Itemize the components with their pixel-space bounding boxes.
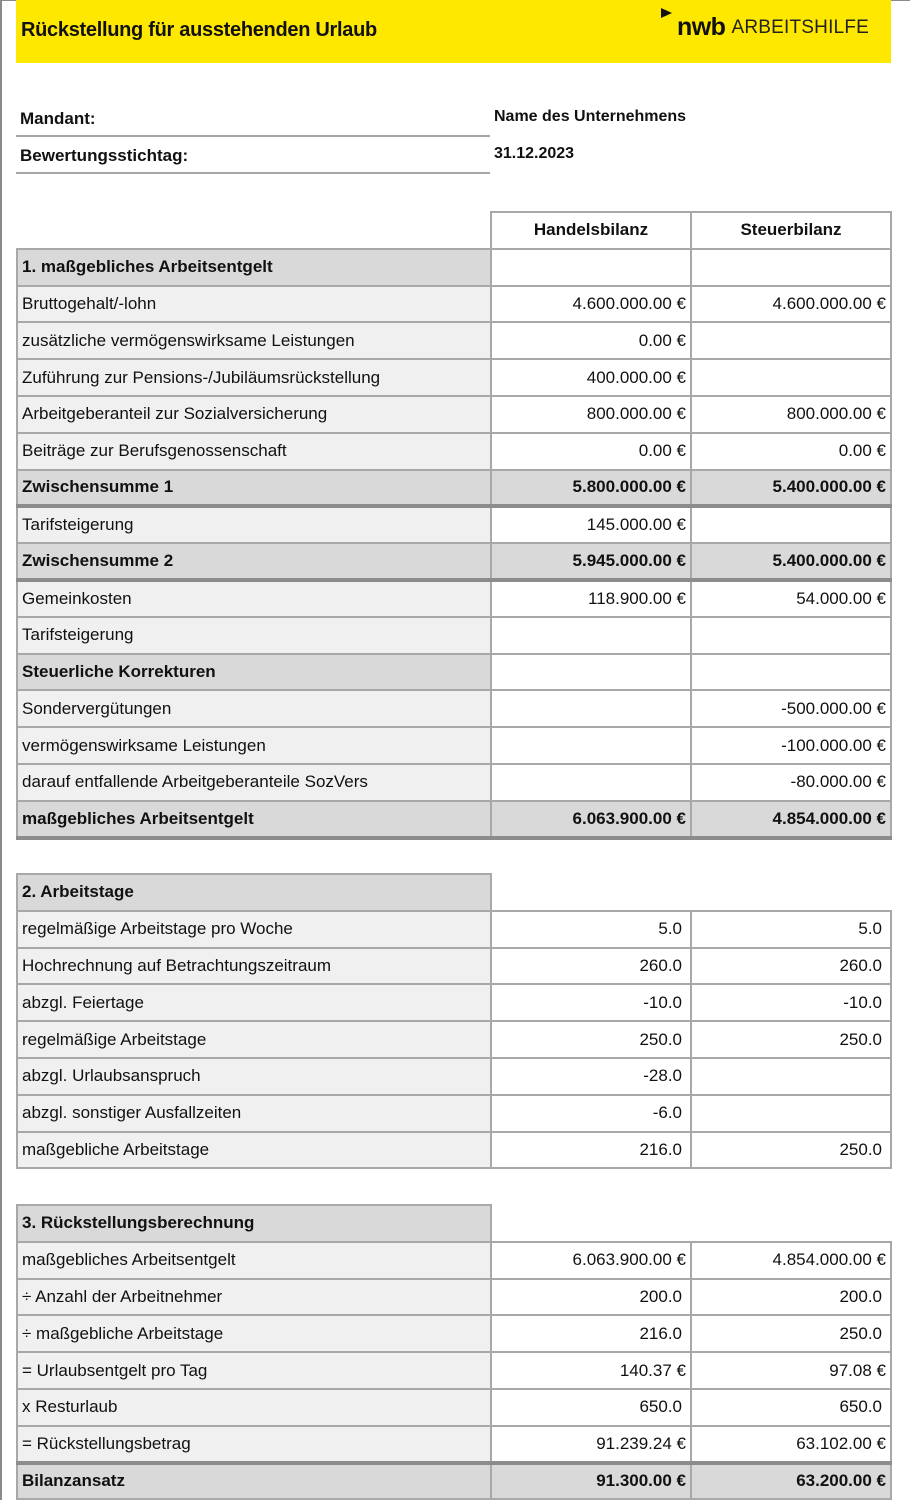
section2-table	[16, 873, 892, 1169]
section-header-row	[17, 1205, 891, 1242]
date-label: Bewertungsstichtag:	[16, 137, 490, 174]
section3-table	[16, 1204, 892, 1500]
table-row: Zuführung zur Pensions-/Jubiläumsrückstellung 400.000.00 €	[17, 359, 891, 396]
table-row: zusätzliche vermögenswirksame Leistungen 0.00 €	[17, 322, 891, 359]
total-row: maßgebliches Arbeitsentgelt 6.063.900.00 € 4.854.000.00 €	[17, 801, 891, 838]
table-row: ÷ Anzahl der Arbeitnehmer 200.0 200.0	[17, 1279, 891, 1316]
section3-title: 3. Rückstellungsberechnung	[17, 1205, 491, 1242]
table-row: maßgebliches Arbeitsentgelt 6.063.900.00 € 4.854.000.00 €	[17, 1242, 891, 1279]
table-row: ÷ maßgebliche Arbeitstage 216.0 250.0	[17, 1315, 891, 1352]
table-row: regelmäßige Arbeitstage pro Woche 5.0 5.0	[17, 911, 891, 948]
nwb-logo	[677, 8, 869, 48]
total-row: Bilanzansatz 91.300.00 € 63.200.00 €	[17, 1463, 891, 1500]
table-row: Tarifsteigerung	[17, 617, 891, 654]
section-header-row	[17, 249, 891, 286]
table-row: Gemeinkosten 118.900.00 € 54.000.00 €	[17, 580, 891, 617]
table-row: Tarifsteigerung 145.000.00 €	[17, 506, 891, 543]
table-row: darauf entfallende Arbeitgeberanteile SozVers -80.000.00 €	[17, 764, 891, 801]
logo-product: ARBEITSHILFE	[731, 17, 869, 38]
table-row: Hochrechnung auf Betrachtungszeitraum 260.0 260.0	[17, 948, 891, 985]
table-row: abzgl. Feiertage -10.0 -10.0	[17, 984, 891, 1021]
table-row: abzgl. Urlaubsanspruch -28.0	[17, 1058, 891, 1095]
subtotal-row: Zwischensumme 2 5.945.000.00 € 5.400.000.00 €	[17, 543, 891, 580]
date-value[interactable]: 31.12.2023	[494, 145, 575, 162]
section1-table	[16, 211, 892, 840]
table-row: = Urlaubsentgelt pro Tag 140.37 € 97.08 €	[17, 1352, 891, 1389]
column-header-row	[17, 212, 891, 249]
client-value[interactable]: Name des Unternehmens	[494, 108, 687, 125]
column-header-steuerbilanz: Steuerbilanz	[691, 212, 891, 249]
table-row: x Resturlaub 650.0 650.0	[17, 1389, 891, 1426]
subtotal-row: Zwischensumme 1 5.800.000.00 € 5.400.000.00 €	[17, 470, 891, 507]
header-bar	[16, 0, 891, 63]
logo-brand: nwb	[676, 13, 726, 41]
section-header-row	[17, 874, 891, 911]
section2-title: 2. Arbeitstage	[17, 874, 491, 911]
page-title: Rückstellung für ausstehenden Urlaub	[21, 19, 377, 41]
client-label: Mandant:	[16, 100, 490, 137]
table-row: Sondervergütungen -500.000.00 €	[17, 690, 891, 727]
subsection-header-row: Steuerliche Korrekturen	[17, 654, 891, 691]
table-row: Bruttogehalt/-lohn 4.600.000.00 € 4.600.000.00 €	[17, 286, 891, 323]
play-triangle-icon	[661, 8, 672, 18]
table-row: abzgl. sonstiger Ausfallzeiten -6.0	[17, 1095, 891, 1132]
table-row: Arbeitgeberanteil zur Sozialversicherung 800.000.00 € 800.000.00 €	[17, 396, 891, 433]
table-row: regelmäßige Arbeitstage 250.0 250.0	[17, 1021, 891, 1058]
section1-title: 1. maßgebliches Arbeitsentgelt	[17, 249, 491, 286]
table-row: maßgebliche Arbeitstage 216.0 250.0	[17, 1132, 891, 1169]
column-header-handelsbilanz: Handelsbilanz	[491, 212, 691, 249]
table-row: = Rückstellungsbetrag 91.239.24 € 63.102.00 €	[17, 1426, 891, 1463]
table-row: vermögenswirksame Leistungen -100.000.00 €	[17, 727, 891, 764]
table-row: Beiträge zur Berufsgenossenschaft 0.00 € 0.00 €	[17, 433, 891, 470]
